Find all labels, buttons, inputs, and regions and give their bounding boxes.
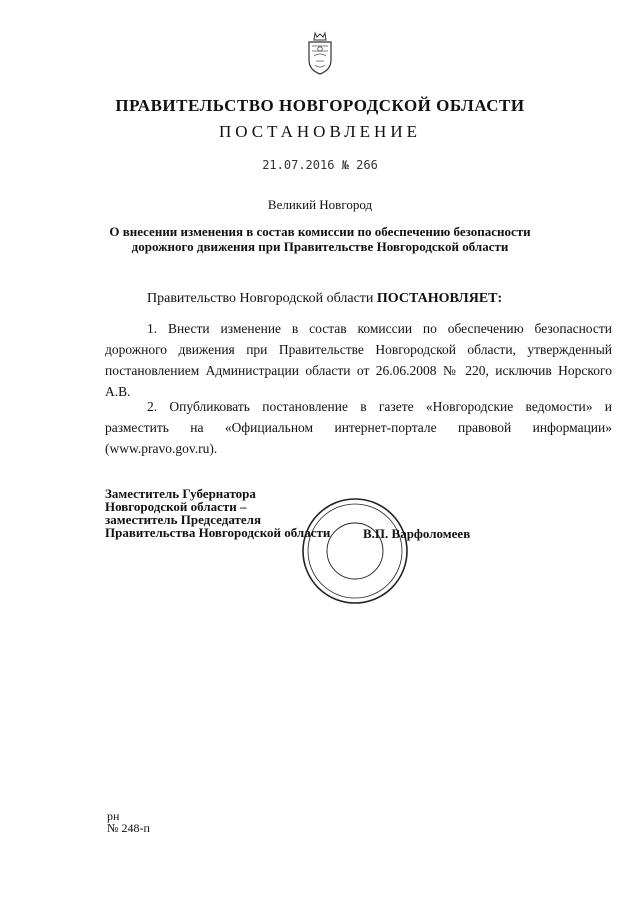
paragraph-2-text: 2. Опубликовать постановление в газете «Новгородские ведомости» и разместить на «Официальном интернет-портале правовой информации» (www.pravo.gov.ru). (105, 399, 612, 456)
government-title: ПРАВИТЕЛЬСТВО НОВГОРОДСКОЙ ОБЛАСТИ (115, 96, 525, 115)
footer-number: № 248-п (107, 821, 150, 835)
paragraph-1 (105, 318, 612, 402)
intro-text: Правительство Новгородской области (147, 291, 377, 306)
paragraph-2 (105, 396, 612, 459)
signature-line-2: Новгородской области – (105, 499, 247, 514)
signature-line-1: Заместитель Губернатора (105, 486, 256, 501)
date-number: 21.07.2016 № 266 (262, 158, 378, 172)
paragraph-1-text: 1. Внести изменение в состав комиссии по обеспечению безопасности дорожного движения при Правительстве Новгородской области, утвержденный постановлением Администрации области от 26.06.2008 № 220, исключив Норского А.В. (105, 321, 612, 399)
signature-line-4: Правительства Новгородской области (105, 525, 331, 540)
signer-name: В.П. Варфоломеев (363, 526, 471, 541)
footer-note (107, 810, 150, 834)
city: Великий Новгород (267, 197, 373, 212)
document-subject (0, 224, 640, 254)
intro-line (147, 291, 502, 307)
coat-of-arms-emblem (303, 30, 337, 76)
intro-keyword: ПОСТАНОВЛЯЕТ: (376, 291, 503, 306)
subject-line-1: О внесении изменения в состав комиссии по обеспечению безопасности (109, 224, 531, 239)
document-type: ПОСТАНОВЛЕНИЕ (218, 122, 421, 141)
signature-block (105, 487, 330, 539)
subject-line-2: дорожного движения при Правительстве Новгородской области (131, 239, 509, 254)
footer-initials: рн (107, 809, 120, 823)
signature-line-3: заместитель Председателя (105, 512, 261, 527)
